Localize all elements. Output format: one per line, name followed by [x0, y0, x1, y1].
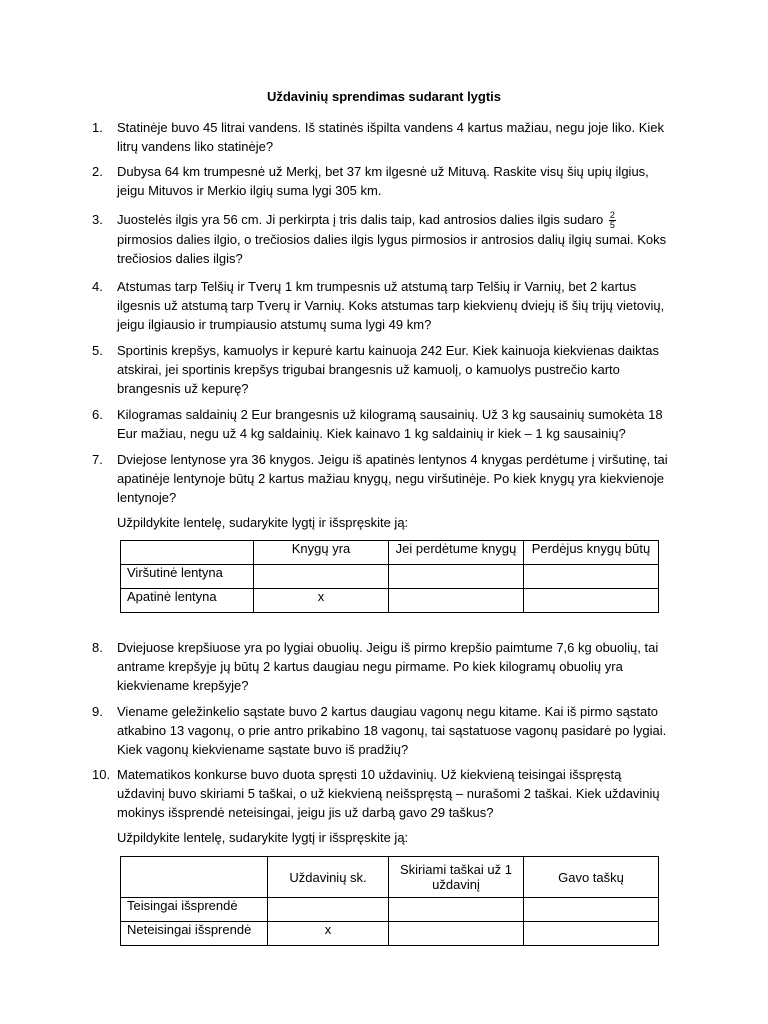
table-cell [389, 922, 524, 946]
problem-2 [92, 162, 672, 200]
problem-number: 7. [92, 452, 103, 467]
table-header-cell: Uždavinių sk. [268, 857, 389, 898]
problem-number: 2. [92, 164, 103, 179]
problem-number: 9. [92, 704, 103, 719]
books-table [120, 540, 659, 613]
table-header-cell: Gavo taškų [524, 857, 659, 898]
problem-text: Dviejose lentynose yra 36 knygos. Jeigu iš apatinės lentynos 4 knygas perdėtume į viršutinę, tai apatinėje lentynoje būtų 2 kartus mažiau knygų, negu viršutinėje. Po kiek knygų yra kiekvienoje lentynoje? [117, 452, 668, 505]
table-cell: x [254, 589, 389, 613]
fraction-denominator: 5 [609, 220, 615, 231]
problem-text: Dubysa 64 km trumpesnė už Merkį, bet 37 km ilgesnė už Mituvą. Raskite visų šių upių ilgius, jeigu Mituvos ir Merkio ilgių suma lygi 305 km. [117, 164, 649, 198]
page-title: Uždavinių sprendimas sudarant lygtis [266, 89, 502, 104]
table-row-label: Teisingai išsprendė [121, 898, 268, 922]
fraction-numerator: 2 [609, 210, 615, 221]
table-cell [389, 565, 524, 589]
problem-text-after: pirmosios dalies ilgio, o trečiosios dalies ilgis lygus pirmosios ir antrosios dalių ilgių sumai. Koks trečiosios dalies ilgis? [117, 232, 667, 267]
problem-number: 3. [92, 212, 103, 227]
table-header-cell: Knygų yra [254, 541, 389, 565]
problem-text: Statinėje buvo 45 litrai vandens. Iš statinės išpilta vandens 4 kartus mažiau, negu joje liko. Kiek litrų vandens liko statinėje? [117, 120, 665, 154]
table-row-label: Viršutinė lentyna [121, 565, 254, 589]
problem-number: 8. [92, 640, 103, 655]
table-cell [524, 589, 659, 613]
problem-text: Matematikos konkurse buvo duota spręsti 10 uždavinių. Už kiekvieną teisingai išspręstą uždavinį buvo skiriami 5 taškai, o už kiekvieną neišspręstą – nurašomi 2 taškai. Kiek uždavinių mokinys išsprendė neteisingai, jeigu jis už darbą gavo 29 taškus? [117, 767, 660, 820]
table-cell [268, 898, 389, 922]
problem-number: 1. [92, 120, 103, 135]
problem-9 [92, 702, 672, 759]
problem-4 [92, 277, 672, 334]
table-instruction: Užpildykite lentelę, sudarykite lygtį ir išspręskite ją: [117, 515, 409, 530]
table-cell [389, 898, 524, 922]
table-header-cell: Perdėjus knygų būtų [524, 541, 659, 565]
problem-3 [92, 210, 672, 268]
problem-text: Sportinis krepšys, kamuolys ir kepurė kartu kainuoja 242 Eur. Kiek kainuoja kiekvienas daiktas atskirai, jei sportinis krepšys trigubai brangesnis už kamuolį, o kamuolys pustrečio karto brangesnis už kepurę? [117, 343, 659, 396]
table-instruction: Užpildykite lentelę, sudarykite lygtį ir išspręskite ją: [117, 830, 409, 845]
table-cell [524, 898, 659, 922]
points-table [120, 856, 659, 946]
problem-text-before: Juostelės ilgis yra 56 cm. Ji perkirpta į tris dalis taip, kad antrosios dalies ilgis sudaro [117, 212, 604, 227]
table-cell [254, 565, 389, 589]
problem-text [117, 210, 672, 268]
problem-number: 5. [92, 343, 103, 358]
fraction [609, 211, 616, 230]
table-cell [524, 565, 659, 589]
table-header-cell: Jei perdėtume knygų [389, 541, 524, 565]
table-header-cell: Skiriami taškai už 1 uždavinį [389, 857, 524, 898]
problem-10 [92, 765, 672, 822]
table-header-cell [121, 541, 254, 565]
table-row-label: Apatinė lentyna [121, 589, 254, 613]
problem-text: Viename geležinkelio sąstate buvo 2 kartus daugiau vagonų negu kitame. Kai iš pirmo sąstato atkabino 13 vagonų, o prie antro prikabino 18 vagonų, tai sąstatuose vagonų pasidarė po lygiai. Kiek vagonų kiekviename sąstate buvo iš pradžių? [117, 704, 667, 757]
table-row-label: Neteisingai išsprendė [121, 922, 268, 946]
problem-7 [92, 450, 672, 507]
problem-6 [92, 405, 672, 443]
problem-text: Kilogramas saldainių 2 Eur brangesnis už kilogramą sausainių. Už 3 kg sausainių sumokėta 18 Eur mažiau, negu už 4 kg saldainių. Kiek kainavo 1 kg saldainių ir kiek – 1 kg sausainių? [117, 407, 663, 441]
problem-8 [92, 638, 672, 695]
problem-1 [92, 118, 672, 156]
problem-number: 10. [92, 767, 111, 782]
problem-text: Atstumas tarp Telšių ir Tverų 1 km trumpesnis už atstumą tarp Telšių ir Varnių, bet 2 kartus ilgesnis už atstumą tarp Tverų ir Varnių. Koks atstumas tarp kiekvienų dviejų iš šių trijų vietovių, jeigu ilgiausio ir trumpiausio atstumų suma lygi 49 km? [117, 279, 665, 332]
problem-text: Dviejuose krepšiuose yra po lygiai obuolių. Jeigu iš pirmo krepšio paimtume 7,6 kg obuolių, tai antrame krepšyje jų būtų 2 kartus daugiau negu pirmame. Po kiek kilogramų obuolių yra kiekviename krepšyje? [117, 640, 659, 693]
problem-5 [92, 341, 672, 398]
table-cell [389, 589, 524, 613]
table-cell [524, 922, 659, 946]
problem-number: 6. [92, 407, 103, 422]
table-header-cell [121, 857, 268, 898]
table-cell: x [268, 922, 389, 946]
problem-number: 4. [92, 279, 103, 294]
